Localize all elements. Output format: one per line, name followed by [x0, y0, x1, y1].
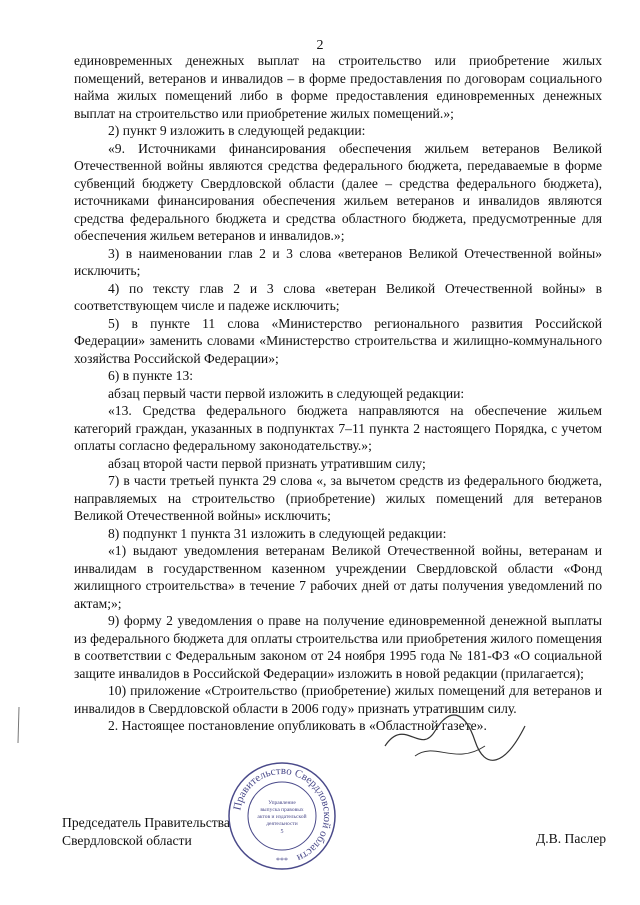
paragraph-item-5: 5) в пункте 11 слова «Министерство регионального развития Российской Федерации» заменить словами «Министерство строительства и жилищно-коммунального хозяйства Российской Федерации»; [74, 315, 602, 366]
paragraph-quote-13: «13. Средства федерального бюджета направляются на обеспечение жильем категорий граждан, указанных в подпунктах 7–11 пункта 2 настоящего Порядка, с учетом оплаты согласно федеральному законодательству.»; [74, 403, 602, 453]
signature-scribble [375, 696, 535, 776]
paragraph-item-2: 2) пункт 9 изложить в следующей редакции: [108, 123, 366, 138]
signatory-name: Д.В. Паслер [536, 831, 607, 846]
seal-stars: *** [276, 856, 288, 865]
paragraph-item-3: 3) в наименовании глав 2 и 3 слова «ветеранов Великой Отечественной войны» исключить; [74, 245, 602, 278]
seal-inner-line4: деятельности [266, 821, 298, 827]
paragraph-continuation: единовременных денежных выплат на строительство или приобретение жилых помещений, ветеранов и инвалидов – в форме предоставления по договорам социального найма жилых помещений либо в форме предоставления единовременных денежных выплат на строительство или приобретение жилых помещений.»; [74, 53, 602, 121]
seal-inner-number: 5 [280, 829, 284, 835]
paragraph-abzac-first: абзац первый части первой изложить в следующей редакции: [108, 385, 465, 401]
signatory-title-line1: Председатель Правительства [62, 815, 230, 830]
paragraph-item-9: 9) форму 2 уведомления о праве на получение единовременной денежной выплаты из федерального бюджета для оплаты строительства или приобретения жилого помещения в соответствии с Федеральным законом от 24 ноября 1995 года № 181-ФЗ «О социальной защите инвалидов в Российской Федерации» изложить в новой редакции (прилагается); [74, 613, 602, 681]
paragraph-item-6: 6) в пункте 13: [108, 368, 194, 383]
seal-inner-line1: Управление [268, 800, 296, 806]
signatory-title-line2: Свердловской области [62, 832, 192, 848]
seal-outer-text: Правительство Свердловской области [231, 764, 334, 864]
signature-block [62, 814, 230, 849]
margin-mark [12, 705, 26, 745]
seal-inner-line2: выпуска правовых [260, 807, 304, 813]
paragraph-item-8: 8) подпункт 1 пункта 31 изложить в следующей редакции: [108, 525, 447, 541]
paragraph-quote-9: «9. Источниками финансирования обеспечения жильем ветеранов Великой Отечественной войны являются средства федерального бюджета, передаваемые в форме субвенций бюджету Свердловской области (далее – средства федерального бюджета), источниками финансирования обеспечения жильем ветеранов и инвалидов являются средства федерального бюджета и средства областного бюджета, предусмотренные для обеспечения жильем ветеранов и инвалидов.»; [74, 140, 602, 243]
paragraph-publish: 2. Настоящее постановление опубликовать в «Областной газете». [108, 718, 487, 733]
paragraph-item-4: 4) по тексту глав 2 и 3 слова «ветеран Великой Отечественной войны» в соответствующем числе и падеже исключить; [74, 280, 602, 313]
seal-inner-line3: актов и издательской [257, 814, 307, 820]
paragraph-item-10: 10) приложение «Строительство (приобретение) жилых помещений для ветеранов и инвалидов в Свердловской области в 2006 году» признать утратившим силу. [74, 683, 602, 716]
paragraph-abzac-second: абзац второй части первой признать утратившим силу; [108, 455, 426, 471]
paragraph-quote-1: «1) выдают уведомления ветеранам Великой Отечественной войны, ветеранам и инвалидам в государственном казенном учреждении Свердловской области «Фонд жилищного строительства» в течение 7 рабочих дней от даты получения уведомлений по актам;»; [74, 543, 602, 611]
paragraph-item-7: 7) в части третьей пункта 29 слова «, за вычетом средств из федерального бюджета, направляемых на строительство (приобретение) жилых помещений для ветеранов Великой Отечественной войны» исключить; [74, 473, 602, 523]
document-body [74, 52, 602, 735]
page-number: 2 [316, 38, 324, 53]
official-seal [226, 760, 338, 872]
